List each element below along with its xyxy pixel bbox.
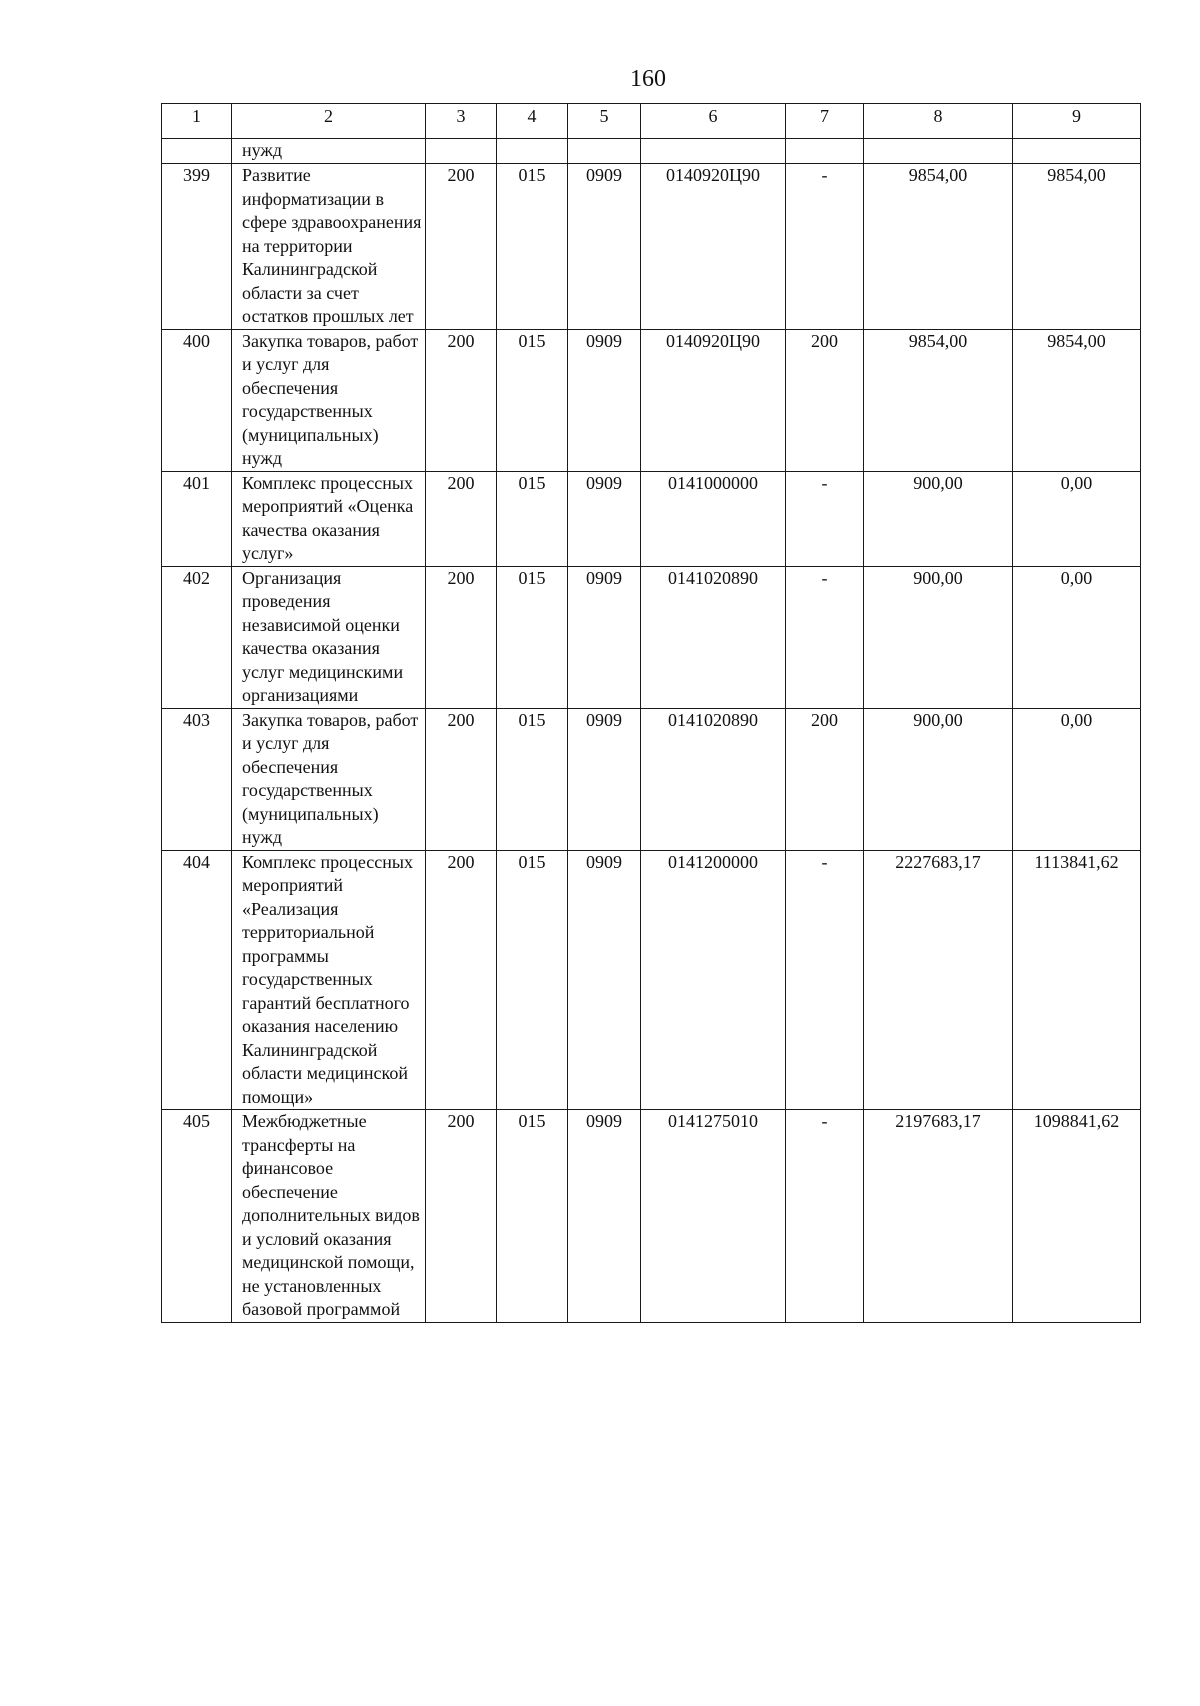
expense-type: - xyxy=(786,164,864,330)
code-col-4: 015 xyxy=(497,850,568,1110)
row-number: 400 xyxy=(162,329,232,471)
budget-table xyxy=(161,103,1141,1323)
column-header-2: 2 xyxy=(232,104,426,139)
amount-col-9: 0,00 xyxy=(1013,566,1141,708)
amount-col-8: 2197683,17 xyxy=(864,1110,1013,1323)
code-col-3: 200 xyxy=(426,329,497,471)
table-row xyxy=(162,1110,1141,1323)
code-col-4: 015 xyxy=(497,471,568,566)
continuation-row xyxy=(162,139,1141,164)
code-col-3: 200 xyxy=(426,1110,497,1323)
expense-type: - xyxy=(786,471,864,566)
target-code: 0141020890 xyxy=(641,566,786,708)
amount-col-8: 9854,00 xyxy=(864,164,1013,330)
table-body xyxy=(162,139,1141,1323)
column-header-9: 9 xyxy=(1013,104,1141,139)
item-name: Комплекс процессных мероприятий «Оценка качества оказания услуг» xyxy=(232,471,426,566)
amount-col-9: 1098841,62 xyxy=(1013,1110,1141,1323)
column-header-4: 4 xyxy=(497,104,568,139)
code-col-5: 0909 xyxy=(568,471,641,566)
target-code: 0140920Ц90 xyxy=(641,164,786,330)
amount-col-8: 900,00 xyxy=(864,471,1013,566)
table-row xyxy=(162,566,1141,708)
column-header-5: 5 xyxy=(568,104,641,139)
code-col-4: 015 xyxy=(497,708,568,850)
amount-col-8: 9854,00 xyxy=(864,329,1013,471)
amount-col-9: 0,00 xyxy=(1013,471,1141,566)
target-code: 0141020890 xyxy=(641,708,786,850)
expense-type: - xyxy=(786,566,864,708)
column-header-1: 1 xyxy=(162,104,232,139)
table-row xyxy=(162,329,1141,471)
code-col-5: 0909 xyxy=(568,566,641,708)
code-col-4: 015 xyxy=(497,329,568,471)
amount-col-9: 9854,00 xyxy=(1013,329,1141,471)
table-row xyxy=(162,164,1141,330)
amount-col-8: 2227683,17 xyxy=(864,850,1013,1110)
table-header xyxy=(162,104,1141,139)
page-number: 160 xyxy=(630,66,666,92)
target-code: 0141000000 xyxy=(641,471,786,566)
row-number: 402 xyxy=(162,566,232,708)
code-col-5: 0909 xyxy=(568,850,641,1110)
item-name: Закупка товаров, работ и услуг для обеспечения государственных (муниципальных) нужд xyxy=(232,329,426,471)
expense-type: - xyxy=(786,1110,864,1323)
code-col-5: 0909 xyxy=(568,164,641,330)
amount-col-9: 9854,00 xyxy=(1013,164,1141,330)
target-code: 0141200000 xyxy=(641,850,786,1110)
code-col-4: 015 xyxy=(497,164,568,330)
row-number: 404 xyxy=(162,850,232,1110)
column-header-8: 8 xyxy=(864,104,1013,139)
continuation-text: нужд xyxy=(232,139,426,164)
expense-type: 200 xyxy=(786,708,864,850)
code-col-3: 200 xyxy=(426,566,497,708)
amount-col-9: 1113841,62 xyxy=(1013,850,1141,1110)
expense-type: 200 xyxy=(786,329,864,471)
column-header-3: 3 xyxy=(426,104,497,139)
item-name: Комплекс процессных мероприятий «Реализация территориальной программы государственных гарантий бесплатного оказания населению Калининградской области медицинской помощи» xyxy=(232,850,426,1110)
item-name: Межбюджетные трансферты на финансовое обеспечение дополнительных видов и условий оказания медицинской помощи, не установленных базовой программой xyxy=(232,1110,426,1323)
amount-col-9: 0,00 xyxy=(1013,708,1141,850)
row-number: 405 xyxy=(162,1110,232,1323)
code-col-3: 200 xyxy=(426,850,497,1110)
code-col-5: 0909 xyxy=(568,708,641,850)
table-row xyxy=(162,708,1141,850)
expense-type: - xyxy=(786,850,864,1110)
amount-col-8: 900,00 xyxy=(864,566,1013,708)
amount-col-8: 900,00 xyxy=(864,708,1013,850)
row-number: 403 xyxy=(162,708,232,850)
code-col-5: 0909 xyxy=(568,329,641,471)
row-number: 399 xyxy=(162,164,232,330)
code-col-4: 015 xyxy=(497,1110,568,1323)
code-col-3: 200 xyxy=(426,471,497,566)
table-row xyxy=(162,471,1141,566)
row-number: 401 xyxy=(162,471,232,566)
target-code: 0140920Ц90 xyxy=(641,329,786,471)
item-name: Закупка товаров, работ и услуг для обеспечения государственных (муниципальных) нужд xyxy=(232,708,426,850)
code-col-3: 200 xyxy=(426,708,497,850)
code-col-3: 200 xyxy=(426,164,497,330)
column-header-6: 6 xyxy=(641,104,786,139)
target-code: 0141275010 xyxy=(641,1110,786,1323)
column-header-7: 7 xyxy=(786,104,864,139)
item-name: Развитие информатизации в сфере здравоохранения на территории Калининградской области за счет остатков прошлых лет xyxy=(232,164,426,330)
table-row xyxy=(162,850,1141,1110)
code-col-5: 0909 xyxy=(568,1110,641,1323)
item-name: Организация проведения независимой оценки качества оказания услуг медицинскими организациями xyxy=(232,566,426,708)
header-row xyxy=(162,104,1141,139)
code-col-4: 015 xyxy=(497,566,568,708)
